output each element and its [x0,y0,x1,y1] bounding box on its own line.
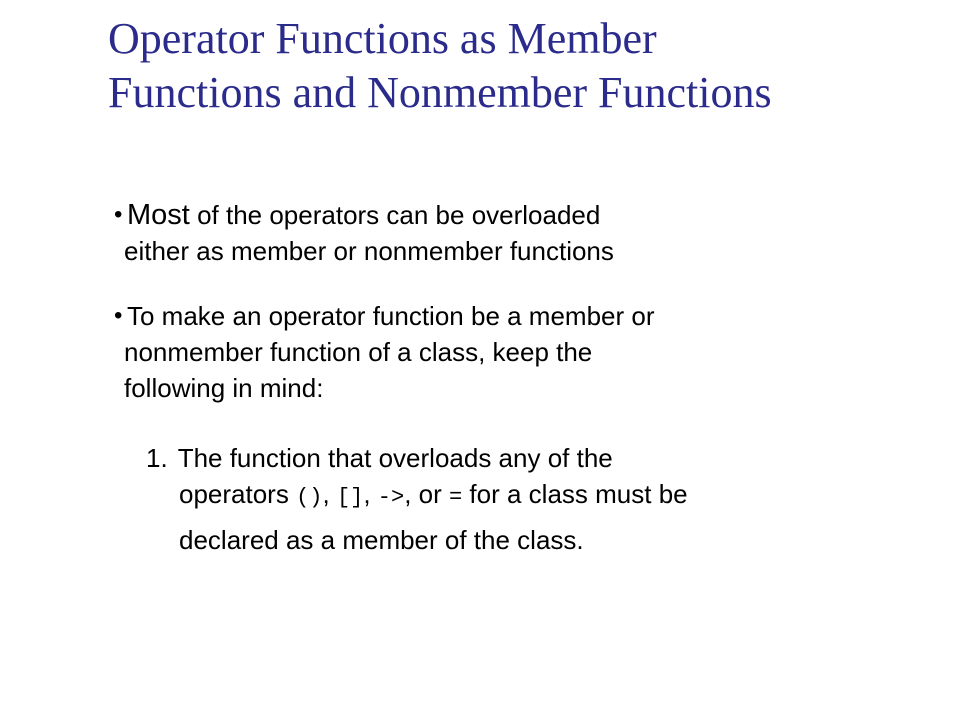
operator-subscript-code: [] [336,485,364,510]
separator-1: , [322,479,337,509]
operator-arrow-code: -> [377,485,405,510]
bullet-item-overloading [114,197,904,269]
operator-assign-code: = [449,485,463,510]
numbered-item-line-2 [146,476,906,516]
numbered-item-line-2-rest: for a class must be [462,479,688,509]
item-number: 1. [146,443,168,473]
bullet-1-line-1-rest: of the operators can be overloaded [189,200,601,230]
bullet-dot-icon: • [114,302,123,329]
bullet-2-line-3: following in mind: [124,373,324,403]
title-line-1: Operator Functions as Member [108,14,657,63]
operators-label: operators [179,479,297,509]
bullet-1-line-1 [114,197,904,233]
bullet-dot-icon: • [114,201,123,228]
bullet-1-first-word: Most [127,199,190,231]
bullet-2-line-1: To make an operator function be a member or [127,301,655,331]
numbered-item-line-1 [146,440,906,476]
numbered-item-1 [146,440,906,558]
title-line-2: Functions and Nonmember Functions [108,68,772,117]
bullet-1-line-2: either as member or nonmember functions [124,236,614,266]
operator-call-code: () [296,485,323,510]
numbered-item-line-3: declared as a member of the class. [179,525,584,555]
bullet-item-member-rule [114,298,904,406]
bullet-2-line-2: nonmember function of a class, keep the [124,337,593,367]
slide-title [108,12,928,120]
separator-3: , or [404,479,449,509]
separator-2: , [363,479,378,509]
numbered-item-line-1-text: The function that overloads any of the [177,443,613,473]
